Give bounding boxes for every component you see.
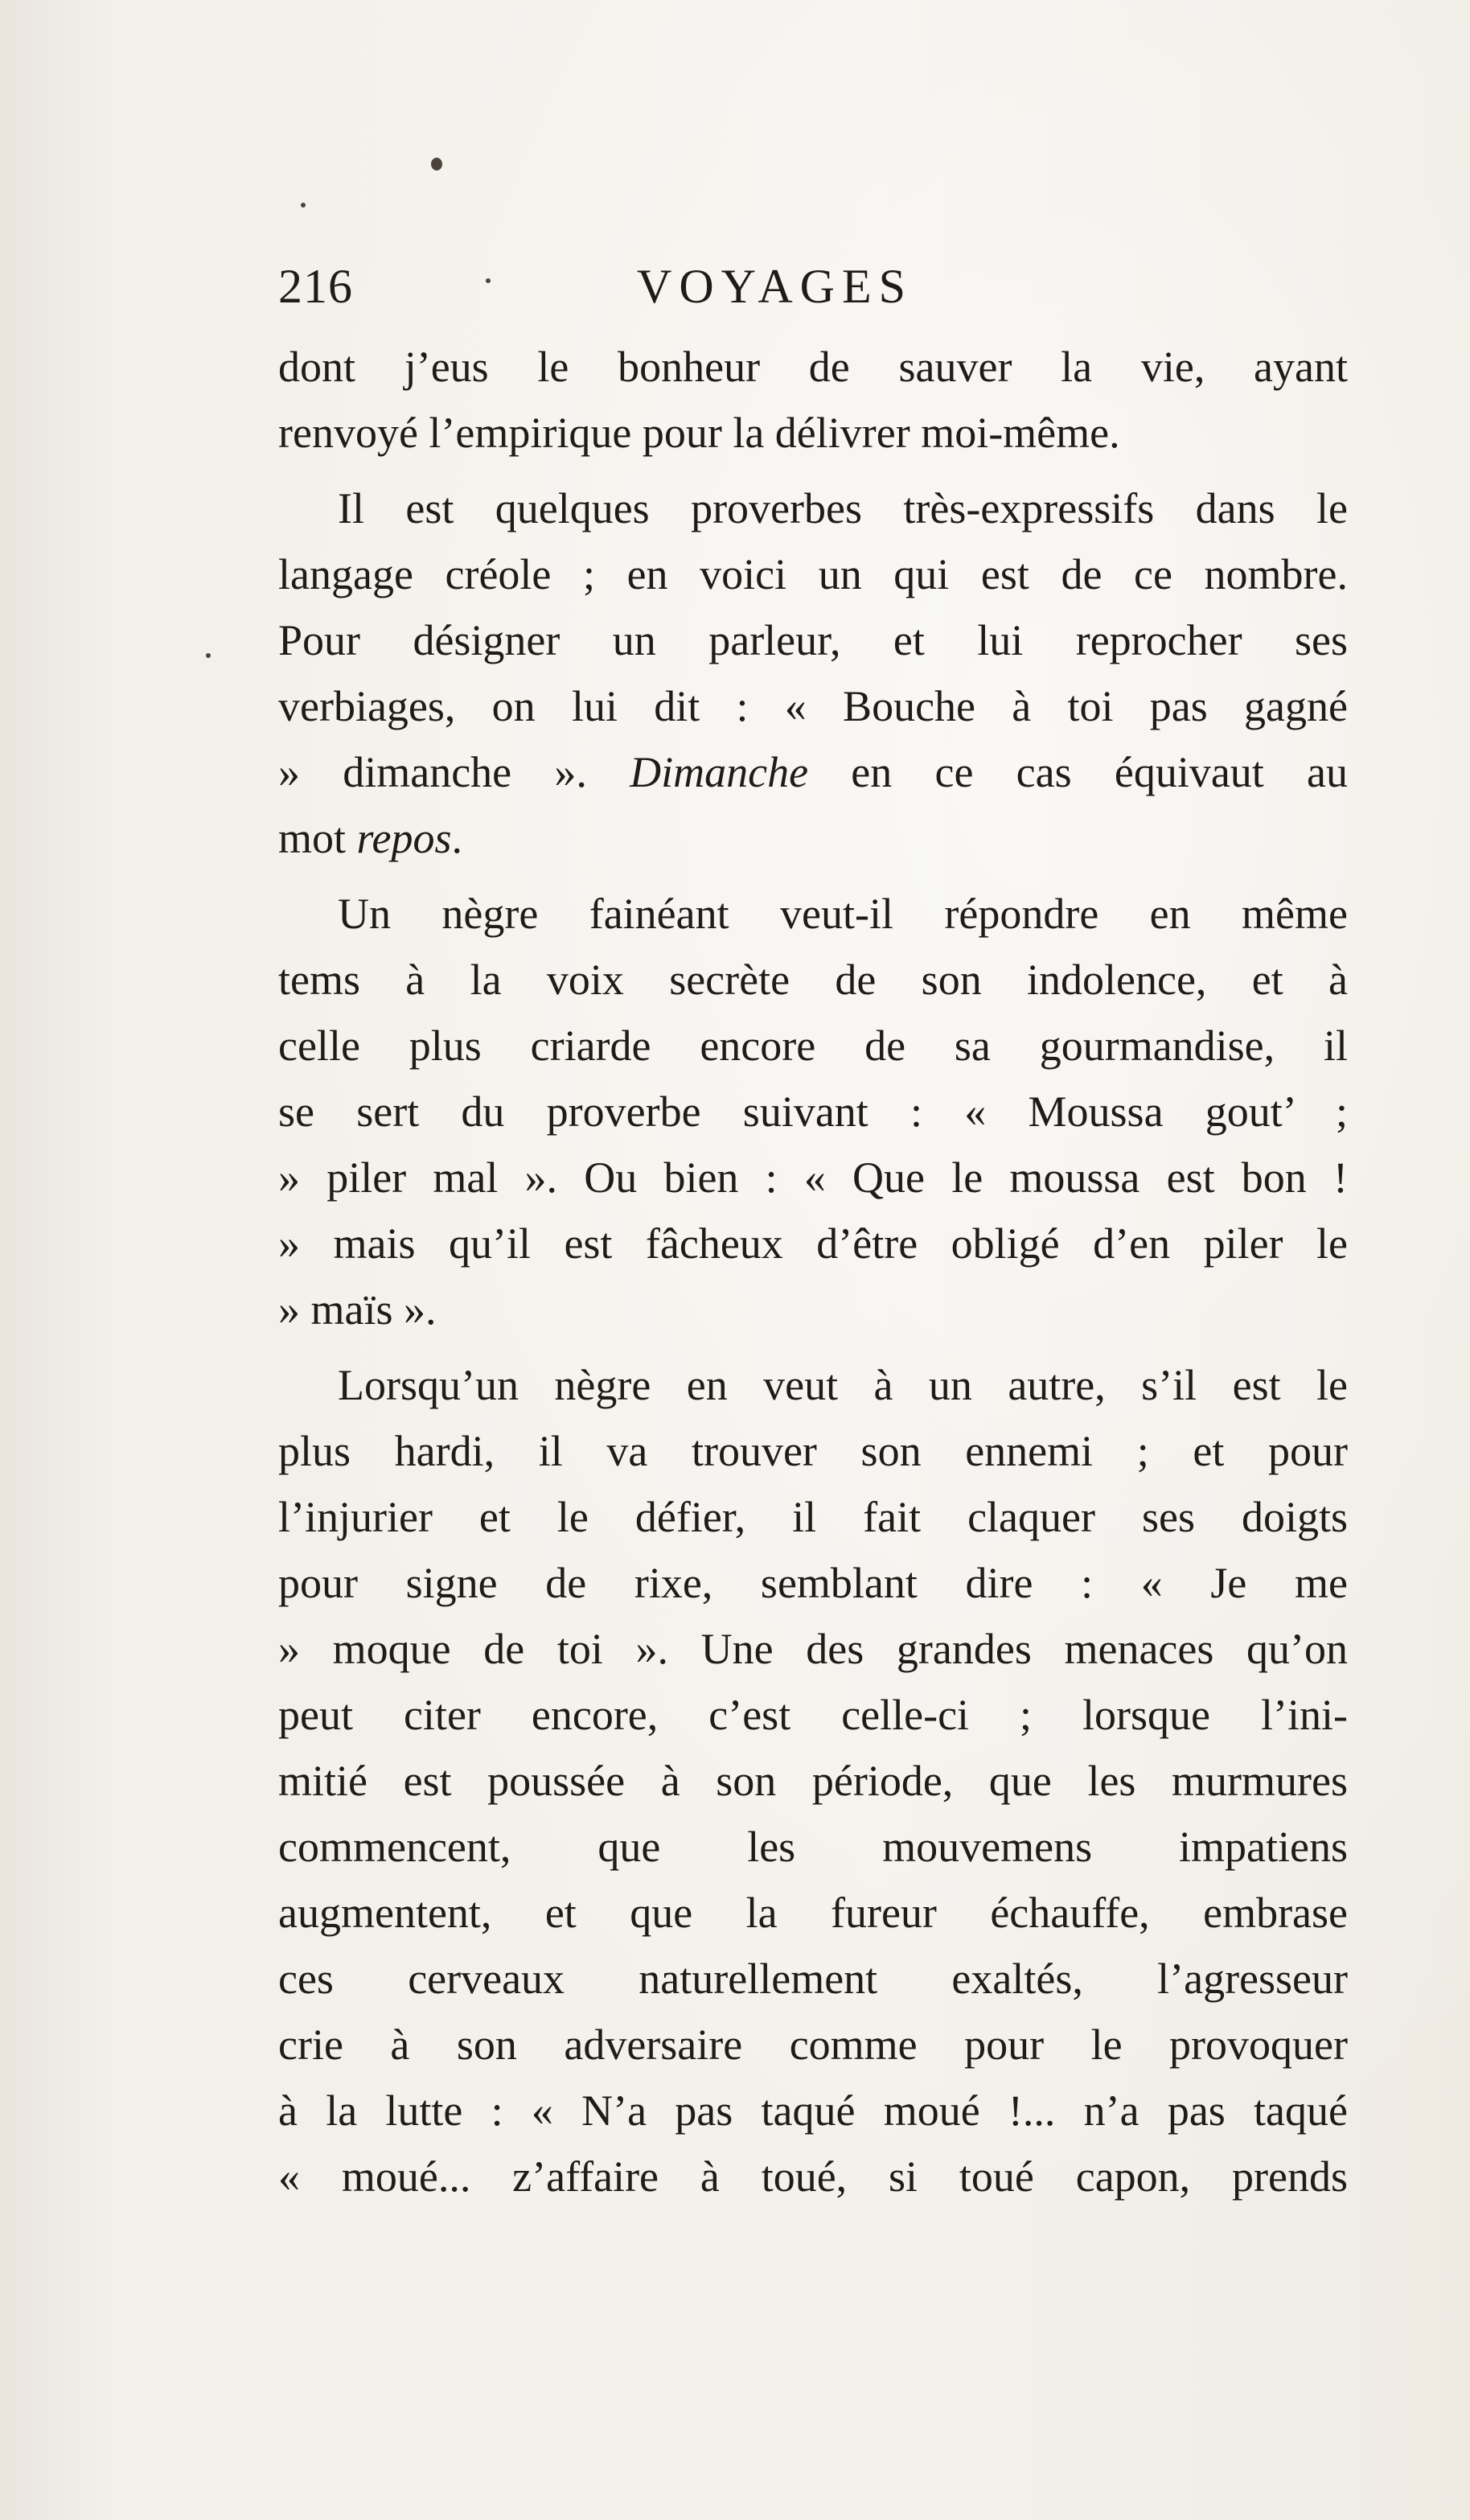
text-line: dont j’eus le bonheur de sauver la vie, ayant xyxy=(278,343,1348,391)
ink-speck xyxy=(431,158,442,171)
page-number: 216 xyxy=(278,260,353,313)
ink-speck xyxy=(301,203,306,208)
text-line: » maïs ». xyxy=(278,1285,437,1334)
text-line: plus hardi, il va trouver son ennemi ; et pour xyxy=(278,1427,1348,1475)
text-line: Pour désigner un parleur, et lui reprocher ses xyxy=(278,616,1348,664)
body-text xyxy=(278,334,1348,2210)
text-line: pour signe de rixe, semblant dire : « Je me xyxy=(278,1559,1348,1607)
text-line: se sert du proverbe suivant : « Moussa gout’ ; xyxy=(278,1087,1348,1136)
text-line: celle plus criarde encore de sa gourmandise, il xyxy=(278,1022,1348,1070)
text-line: Un nègre fainéant veut-il répondre en même xyxy=(338,890,1348,938)
text-line: à la lutte : « N’a pas taqué moué !... n’a pas taqué xyxy=(278,2086,1348,2135)
ink-speck xyxy=(206,653,211,658)
text-line: renvoyé l’empirique pour la délivrer moi-même. xyxy=(278,409,1120,457)
text-line: « moué... z’affaire à toué, si toué capon, prends xyxy=(278,2152,1348,2201)
text-line: Lorsqu’un nègre en veut à un autre, s’il est le xyxy=(338,1361,1348,1409)
text-line: mot repos. xyxy=(278,814,463,862)
emphasis-word: Dimanche xyxy=(630,748,809,796)
page-header xyxy=(278,254,1348,319)
text-line: augmentent, et que la fureur échauffe, embrase xyxy=(278,1889,1348,1937)
text-line: tems à la voix secrète de son indolence, et à xyxy=(278,956,1348,1004)
running-head: VOYAGES xyxy=(637,260,914,313)
emphasis-word: repos xyxy=(356,814,452,862)
text-line: » moque de toi ». Une des grandes menaces qu’on xyxy=(278,1625,1348,1673)
text-line: l’injurier et le défier, il fait claquer ses doigts xyxy=(278,1493,1348,1541)
text-line: » piler mal ». Ou bien : « Que le moussa est bon ! xyxy=(278,1153,1348,1202)
text-line: Il est quelques proverbes très-expressifs dans le xyxy=(338,484,1348,532)
text-line: verbiages, on lui dit : « Bouche à toi pas gagné xyxy=(278,682,1348,730)
text-line: commencent, que les mouvemens impatiens xyxy=(278,1823,1348,1871)
text-line: mitié est poussée à son période, que les murmures xyxy=(278,1757,1348,1805)
text-line: ces cerveaux naturellement exaltés, l’agresseur xyxy=(278,1955,1348,2003)
text-line: crie à son adversaire comme pour le provoquer xyxy=(278,2021,1348,2069)
text-line: » mais qu’il est fâcheux d’être obligé d’en piler le xyxy=(278,1219,1348,1268)
text-line: langage créole ; en voici un qui est de ce nombre. xyxy=(278,550,1348,598)
text-line: peut citer encore, c’est celle-ci ; lorsque l’ini- xyxy=(278,1691,1348,1739)
text-line: » dimanche ». Dimanche en ce cas équivaut au xyxy=(278,748,1348,796)
